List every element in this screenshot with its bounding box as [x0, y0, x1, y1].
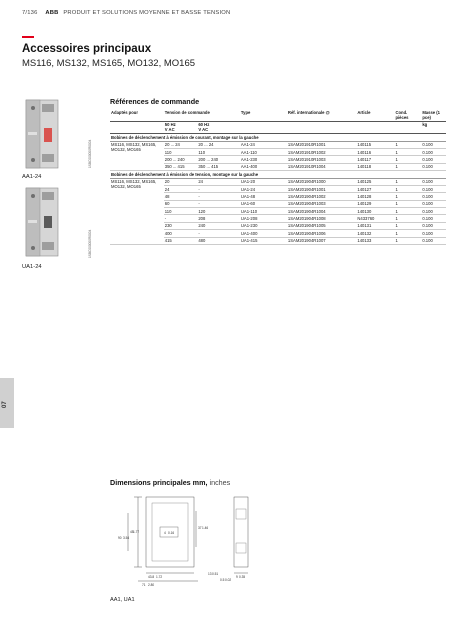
cell-v60: 240	[197, 222, 240, 229]
dimensions-title: Dimensions principales mm, inches	[110, 478, 231, 487]
cell-v50: 20	[164, 178, 198, 185]
adaptes-cell: MS116, MS132, MS165, MO132, MO165	[110, 141, 164, 171]
cell-v50: 48	[164, 193, 198, 200]
cell-masse: 0.100	[421, 156, 446, 163]
cell-cond: 1	[394, 208, 421, 215]
cell-article: 140129	[356, 200, 394, 207]
dim-label: 43.8	[148, 575, 155, 579]
cell-v60: 350 ... 415	[197, 163, 240, 170]
cell-masse: 0.100	[421, 222, 446, 229]
col-tension: Tension de commande	[164, 109, 240, 121]
brand-logo: ABB	[45, 10, 59, 16]
table-row	[110, 178, 446, 185]
page-number: 7/136	[22, 10, 38, 16]
dimensions-caption: AA1, UA1	[110, 597, 135, 603]
cell-masse: 0.100	[421, 185, 446, 192]
cell-ref: 1SAM201904R1007	[287, 237, 356, 244]
cell-ref: 1SAM201904R1000	[287, 178, 356, 185]
cell-cond: 1	[394, 141, 421, 148]
group-title: Bobines de déclenchement à émission de courant, montage sur la gauche	[110, 134, 446, 141]
group-title-row	[110, 134, 446, 141]
cell-type: AA1-400	[240, 163, 287, 170]
col-masse: Masse (1 pce)	[421, 109, 446, 121]
cell-masse: 0.100	[421, 200, 446, 207]
cell-v50: -	[164, 215, 198, 222]
unit-60hz: 60 Hz V AC	[197, 121, 240, 134]
dim-label: 0.16	[168, 531, 175, 535]
cell-masse: 0.100	[421, 163, 446, 170]
cell-v50: 24	[164, 185, 198, 192]
cell-ref: 1SAM201904R1005	[287, 222, 356, 229]
cell-masse: 0.100	[421, 178, 446, 185]
cell-v50: 350 ... 415	[164, 163, 198, 170]
col-article: Article	[356, 109, 394, 121]
cell-v50: 200 ... 240	[164, 156, 198, 163]
cell-cond: 1	[394, 148, 421, 155]
cell-ref: 1SAM201910R1004	[287, 163, 356, 170]
dim-label: 37	[198, 526, 202, 530]
cell-v50: 110	[164, 148, 198, 155]
cell-ref: 1SAM201910R1003	[287, 156, 356, 163]
cell-masse: 0.100	[421, 230, 446, 237]
cell-v50: 415	[164, 237, 198, 244]
cell-masse: 0.100	[421, 193, 446, 200]
cell-masse: 0.100	[421, 215, 446, 222]
cell-v60: 20 ... 24	[197, 141, 240, 148]
cell-type: UA1-208	[240, 215, 287, 222]
cell-v60: -	[197, 193, 240, 200]
cell-type: UA1-24	[240, 185, 287, 192]
image-caption: UA1-24	[22, 264, 42, 270]
cell-masse: 0.100	[421, 237, 446, 244]
cell-type: UA1-60	[240, 200, 287, 207]
cell-ref: 1SAM201904R1006	[287, 230, 356, 237]
dim-label: 90	[118, 536, 122, 540]
dim-label: 9	[236, 575, 238, 579]
group-title: Bobines de déclenchement à émission de tension, montage sur la gauche	[110, 171, 446, 178]
cell-ref: 1SAM201910R1001	[287, 141, 356, 148]
cell-cond: 1	[394, 237, 421, 244]
page-header	[22, 10, 230, 16]
col-type: Type	[240, 109, 287, 121]
dim-label: 1.46	[202, 526, 209, 530]
cell-cond: 1	[394, 185, 421, 192]
cell-masse: 0.100	[421, 208, 446, 215]
cell-type: UA1-48	[240, 193, 287, 200]
product-image-aa1	[22, 98, 82, 170]
cell-article: 140128	[356, 193, 394, 200]
col-adaptes: Adaptés pour	[110, 109, 164, 121]
dim-label: 45	[130, 530, 134, 534]
cell-type: AA1-110	[240, 148, 287, 155]
table-row	[110, 141, 446, 148]
cell-ref: 1SAM201904R1004	[287, 208, 356, 215]
cell-article: 140131	[356, 222, 394, 229]
dimension-drawing	[108, 489, 278, 589]
cell-type: UA1-110	[240, 208, 287, 215]
product-image-ua1	[22, 186, 82, 258]
ua1-device-icon	[22, 186, 82, 258]
dim-label: 0.35	[239, 575, 246, 579]
side-view-outline	[234, 497, 248, 567]
cell-v60: -	[197, 230, 240, 237]
cell-v60: 208	[197, 215, 240, 222]
cell-ref: 1SAM201904R1003	[287, 200, 356, 207]
adaptes-cell: MS116, MS132, MS165, MO132, MO165	[110, 178, 164, 245]
cell-article: 140116	[356, 148, 394, 155]
cell-masse: 0.100	[421, 148, 446, 155]
col-cond: Cond. pièces	[394, 109, 421, 121]
cell-ref: 1SAM201904R1008	[287, 215, 356, 222]
unit-kg: kg	[421, 121, 446, 134]
cell-cond: 1	[394, 163, 421, 170]
dim-label: 3.54	[123, 536, 130, 540]
cell-cond: 1	[394, 222, 421, 229]
cell-v60: 110	[197, 148, 240, 155]
reference-table	[110, 109, 446, 245]
image-code: 1SBC000000R0004	[88, 139, 92, 168]
cell-ref: 1SAM201910R1002	[287, 148, 356, 155]
cell-masse: 0.100	[421, 141, 446, 148]
cell-cond: 1	[394, 200, 421, 207]
page-subtitle: MS116, MS132, MS165, MO132, MO165	[22, 58, 196, 69]
cell-v50: 400	[164, 230, 198, 237]
dim-label: 4	[164, 531, 166, 535]
cell-article: 140130	[356, 208, 394, 215]
unit-50hz: 50 Hz V AC	[164, 121, 198, 134]
chapter-tab	[0, 378, 14, 428]
cell-type: AA1-230	[240, 156, 287, 163]
dim-label: 0.02	[225, 578, 232, 582]
cell-type: UA1-400	[240, 230, 287, 237]
cell-cond: 1	[394, 156, 421, 163]
cell-v60: -	[197, 200, 240, 207]
cell-cond: 1	[394, 215, 421, 222]
cell-article: 140127	[356, 185, 394, 192]
image-caption: AA1-24	[22, 174, 42, 180]
cell-ref: 1SAM201904R1001	[287, 185, 356, 192]
dim-label: 0.5	[220, 578, 225, 582]
cell-v60: -	[197, 185, 240, 192]
cell-cond: 1	[394, 178, 421, 185]
dim-label: 1.72	[156, 575, 163, 579]
image-code: 1SBC000000R0004	[88, 229, 92, 258]
cell-type: UA1-415	[240, 237, 287, 244]
cell-cond: 1	[394, 193, 421, 200]
group-title-row	[110, 171, 446, 178]
cell-v50: 230	[164, 222, 198, 229]
cell-v50: 20 ... 24	[164, 141, 198, 148]
cell-article: 140118	[356, 163, 394, 170]
col-ref: Réf. internationale @	[287, 109, 356, 121]
dim-label: 0.51	[212, 572, 219, 576]
cell-ref: 1SAM201904R1002	[287, 193, 356, 200]
dim-label: 13	[208, 572, 212, 576]
dim-label: 71	[142, 583, 146, 587]
aa1-device-icon	[22, 98, 82, 170]
cell-type: UA1-230	[240, 222, 287, 229]
chapter-number: 07	[2, 401, 8, 408]
page-title: Accessoires principaux	[22, 43, 152, 55]
cell-article: 140125	[356, 178, 394, 185]
cell-v60: 24	[197, 178, 240, 185]
dim-label: 2.80	[148, 583, 155, 587]
cell-v60: 120	[197, 208, 240, 215]
dim-label: 1.77	[133, 530, 140, 534]
cell-article: 140117	[356, 156, 394, 163]
cell-article: N433760	[356, 215, 394, 222]
cell-article: 140133	[356, 237, 394, 244]
cell-v50: 110	[164, 208, 198, 215]
cell-cond: 1	[394, 230, 421, 237]
cell-type: UA1-20	[240, 178, 287, 185]
section-name: PRODUIT ET SOLUTIONS MOYENNE ET BASSE TENSION	[63, 10, 231, 16]
cell-article: 140132	[356, 230, 394, 237]
cell-article: 140115	[356, 141, 394, 148]
cell-type: AA1-24	[240, 141, 287, 148]
cell-v50: 60	[164, 200, 198, 207]
cell-v60: 200 ... 240	[197, 156, 240, 163]
cell-v60: 480	[197, 237, 240, 244]
ref-section-title: Références de commande	[110, 97, 200, 106]
accent-bar	[22, 36, 34, 38]
